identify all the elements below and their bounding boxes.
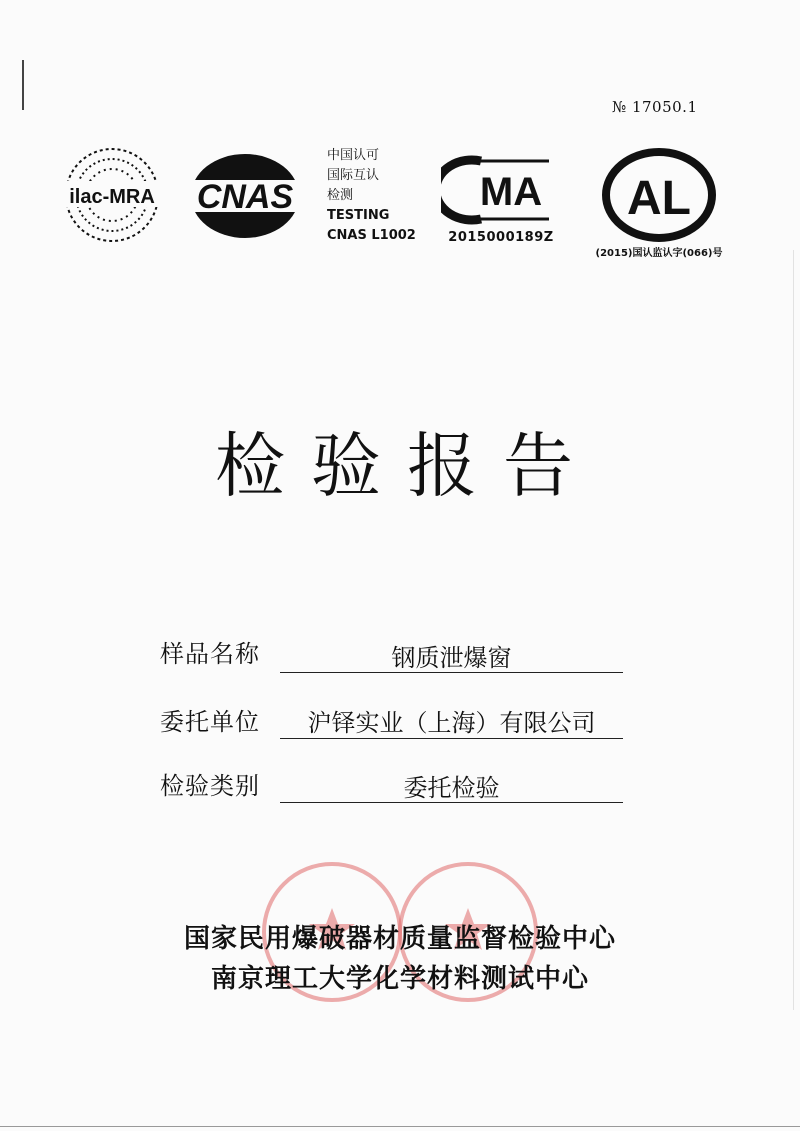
cal-certificate-code: (2015)国认监认字(066)号 [595,248,723,259]
cnas-caption-line: 检测 [327,188,354,203]
client-label: 委托单位 [160,708,260,736]
sample-name-value: 钢质泄爆窗 [391,644,512,672]
sample-name-underline [280,672,623,673]
organization-name: 南京理工大学化学材料测试中心 [210,964,589,994]
report-title: 检验报告 [215,425,599,507]
ilac-mra-logo-icon [56,143,168,247]
cma-certificate-code: 2015000189Z [448,230,554,245]
cnas-caption-line: 中国认可 [327,148,380,163]
scan-edge-bottom [0,1126,800,1127]
cnas-caption-line: TESTING [327,208,390,223]
sample-name-label: 样品名称 [160,640,260,668]
report-number: № 17050.1 [612,98,698,116]
client-underline [280,738,623,739]
cma-logo-icon [441,155,559,225]
inspection-type-underline [280,802,623,803]
scan-edge-shadow [793,250,794,1010]
inspection-type-value: 委托检验 [403,774,500,802]
cnas-caption [327,146,416,246]
organization-name: 国家民用爆破器材质量监督检验中心 [183,924,616,954]
inspection-type-label: 检验类别 [160,772,260,800]
cnas-caption-line: 国际互认 [327,168,380,183]
cma-logo-text: MA [479,170,543,214]
cnas-logo-icon [183,150,307,242]
cnas-logo-text: CNAS [196,178,294,216]
cal-logo-icon [602,148,716,242]
scan-edge-mark [22,60,24,110]
ilac-logo-text: ilac-MRA [69,186,155,208]
cnas-caption-line: CNAS L1002 [327,228,416,243]
cal-logo-text: AL [627,172,691,225]
client-value: 沪铎实业（上海）有限公司 [307,709,596,737]
